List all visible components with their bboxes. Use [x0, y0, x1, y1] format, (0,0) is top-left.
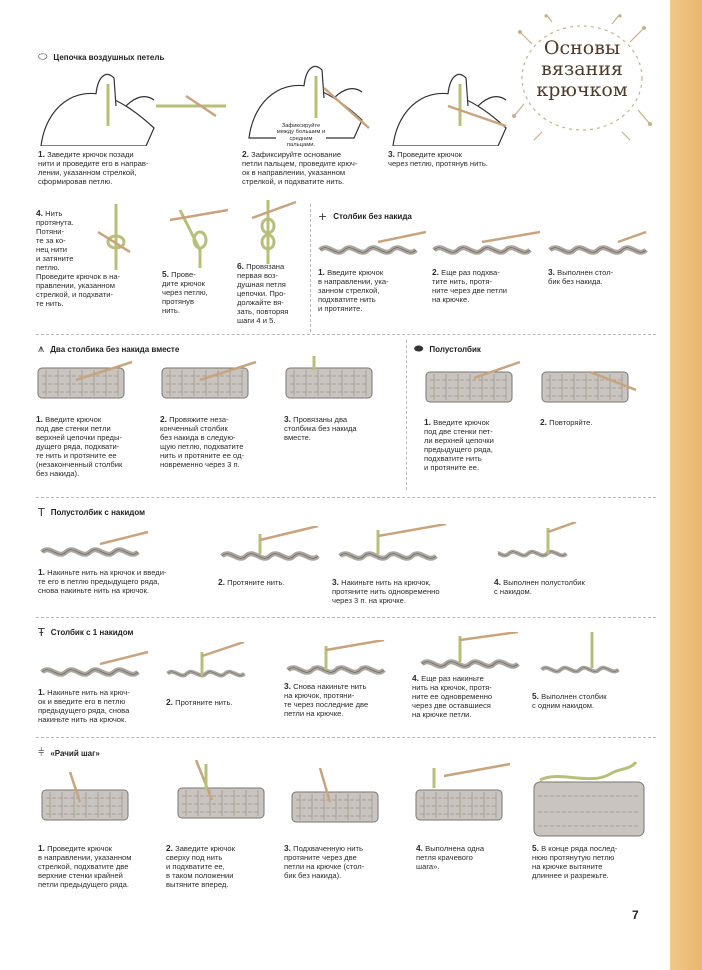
slst-step-1-caption: 1. Введите крючок под две стенки пет- ли верхней цепочки предыдущего ряда, подхватите нить и протяните ее. [424, 417, 494, 472]
sc-step-2-caption: 2. Еще раз подхва- тите нить, протя- ните через две петли на крючке. [432, 267, 507, 304]
sc-step-1-caption: 1. Введите крючок в направлении, ука- занном стрелкой, подхватите нить и протяните. [318, 267, 389, 313]
dc-step-3-caption: 3. Снова накиньте нить на крючок, протяни- те через последние две петли на крючке. [284, 681, 369, 718]
oval-icon: ⬭ [38, 50, 48, 63]
hdc-step-4-caption: 4. Выполнен полустолбик с накидом. [494, 577, 585, 596]
chain-step5-illustration [160, 200, 230, 270]
slst-step2-illustration [540, 360, 640, 410]
crab-step-2-caption: 2. Заведите крючок сверху под нить и подхватите ее, в таком положении вытяните вперед. [166, 843, 235, 889]
chain-step3-illustration [388, 66, 508, 146]
crab-step1-illustration [40, 772, 140, 832]
section-header-hdc: T Полустолбик с накидом [38, 506, 146, 519]
sc-step2-illustration [432, 228, 542, 268]
dc-step-4-caption: 4. Еще раз накиньте нить на крючок, протя- ните ее одновременно через две оставшиеся на крючке петли. [412, 673, 493, 719]
title-line-3: крючком [536, 79, 628, 101]
sc-step1-illustration [318, 228, 428, 268]
section-header-sc: + Столбик без накида [318, 210, 412, 223]
hdc-step1-illustration [40, 530, 150, 570]
hdc-step2-illustration [220, 526, 320, 572]
chain-step-3-caption: 3. Проведите крючок через петлю, протянув нить. [388, 149, 488, 168]
hdc-step-3-caption: 3. Накиньте нить на крючок, протяните нить одновременно через 3 п. на крючке. [332, 577, 440, 605]
hdc-step-1-caption: 1. Накиньте нить на крючок и введи- те его в петлю предыдущего ряда, снова накиньте нить на крючок. [38, 567, 167, 595]
dc-step-1-caption: 1. Накиньте нить на крюч- ок и введите его в петлю предыдущего ряда, снова накиньте нить на крючок. [38, 687, 130, 724]
sc2tog-step-3-caption: 3. Провязаны два столбика без накида вместе. [284, 414, 357, 442]
chapter-title-wreath [512, 14, 652, 142]
double-plus-icon: ⩚ [38, 342, 45, 355]
section-header-sc2tog: ⩚ Два столбика без накида вместе [38, 342, 180, 355]
sc2tog-step-1-caption: 1. Введите крючок под две стенки петли верхней цепочки преды- дущего ряда, подхвати- те нить и протяните ее (незаконченный столбик без накида). [36, 414, 123, 478]
hdc-step-2-caption: 2. Протяните нить. [218, 577, 285, 587]
dc-step3-illustration [286, 640, 386, 686]
sc2tog-step-2-caption: 2. Провяжите неза- конченный столбик без накида в следую- щую петлю, подхватите нить и протяните ее од- новременно через 3 п. [160, 414, 245, 469]
dc-step2-illustration [166, 642, 246, 692]
t-icon: T [38, 506, 45, 519]
chain-step6-illustration [238, 196, 298, 266]
crab-step2-illustration [176, 760, 276, 830]
title-line-2: вязания [541, 58, 623, 80]
crab-step-4-caption: 4. Выполнена одна петля крачевого шага». [416, 843, 485, 871]
sc2tog-step3-illustration [284, 356, 384, 406]
divider [36, 497, 656, 498]
dc-step-2-caption: 2. Протяните нить. [166, 697, 233, 707]
plus-icon: + [318, 210, 328, 223]
crab-plus-icon: ⫩ [38, 746, 45, 759]
dc-step4-illustration [420, 632, 520, 680]
section-header-crab: ⫩ «Рачий шаг» [38, 746, 100, 759]
chain-step-4-caption: 4. Нить протянута. Потяни- те за ко- нец нити и затяните петлю. Проведите крючок в на- правлении, указанном стрелкой, и подхвати- те нить. [36, 208, 121, 308]
fixing-note: Зафиксируйте между большим и средним пальцами. [276, 123, 326, 149]
page-title [512, 38, 652, 101]
divider [310, 204, 311, 332]
filled-oval-icon: ⬬ [414, 342, 424, 355]
page-number: 7 [632, 908, 639, 922]
chain-step-6-caption: 6. Провязана первая воз- душная петля цепочки. Про- должайте вя- зать, повторяя шаги 4 и 5. [237, 261, 289, 325]
hdc-step4-illustration [498, 522, 578, 574]
chain-step-1-caption: 1. Заведите крючок позади нити и проведите его в направ- лении, указанном стрелкой, сформировав петлю. [38, 149, 149, 186]
slst-step-2-caption: 2. Повторяйте. [540, 417, 593, 427]
crab-step4-illustration [414, 762, 514, 832]
dc-step5-illustration [540, 628, 620, 688]
dc-step1-illustration [40, 650, 150, 690]
sc-step-3-caption: 3. Выполнен стол- бик без накида. [548, 267, 614, 286]
divider [36, 617, 656, 618]
divider [406, 340, 407, 490]
section-header-dc: Ŧ Столбик с 1 накидом [38, 626, 134, 639]
divider [36, 737, 656, 738]
crab-step-3-caption: 3. Подхваченную нить протяните через две петли на крючке (стол- бик без накида). [284, 843, 365, 880]
sc2tog-step2-illustration [160, 360, 260, 406]
hdc-step3-illustration [338, 524, 448, 572]
crab-step5-illustration [530, 756, 650, 840]
chain-step1-illustration [36, 66, 226, 146]
section-header-chain: ⬭ Цепочка воздушных петель [38, 50, 165, 63]
crab-step-5-caption: 5. В конце ряда послед- нюю протянутую петлю на крючке вытяните длиннее и разрежьте. [532, 843, 618, 880]
crab-step-1-caption: 1. Проведите крючок в направлении, указанном стрелкой, подхватите две верхние стенки крайней петли предыдущего ряда. [38, 843, 132, 889]
section-header-slst: ⬬ Полустолбик [414, 342, 481, 355]
divider [36, 334, 656, 335]
title-line-1: Основы [543, 37, 621, 59]
sc2tog-step1-illustration [36, 360, 136, 406]
crab-step3-illustration [290, 768, 390, 832]
dc-step-5-caption: 5. Выполнен столбик с одним накидом. [532, 691, 607, 710]
chain-step-2-caption: 2. Зафиксируйте основание петли пальцем, проведите крюч- ок в направлении, указанном стрелкой, и подхватите нить. [242, 149, 358, 186]
slst-step1-illustration [424, 360, 524, 410]
page-edge-stripe [670, 0, 702, 970]
sc-step3-illustration [548, 228, 648, 268]
chain-step-5-caption: 5. Прове- дите крючок через петлю, протянув нить. [162, 269, 208, 315]
t-slash-icon: Ŧ [38, 626, 45, 639]
